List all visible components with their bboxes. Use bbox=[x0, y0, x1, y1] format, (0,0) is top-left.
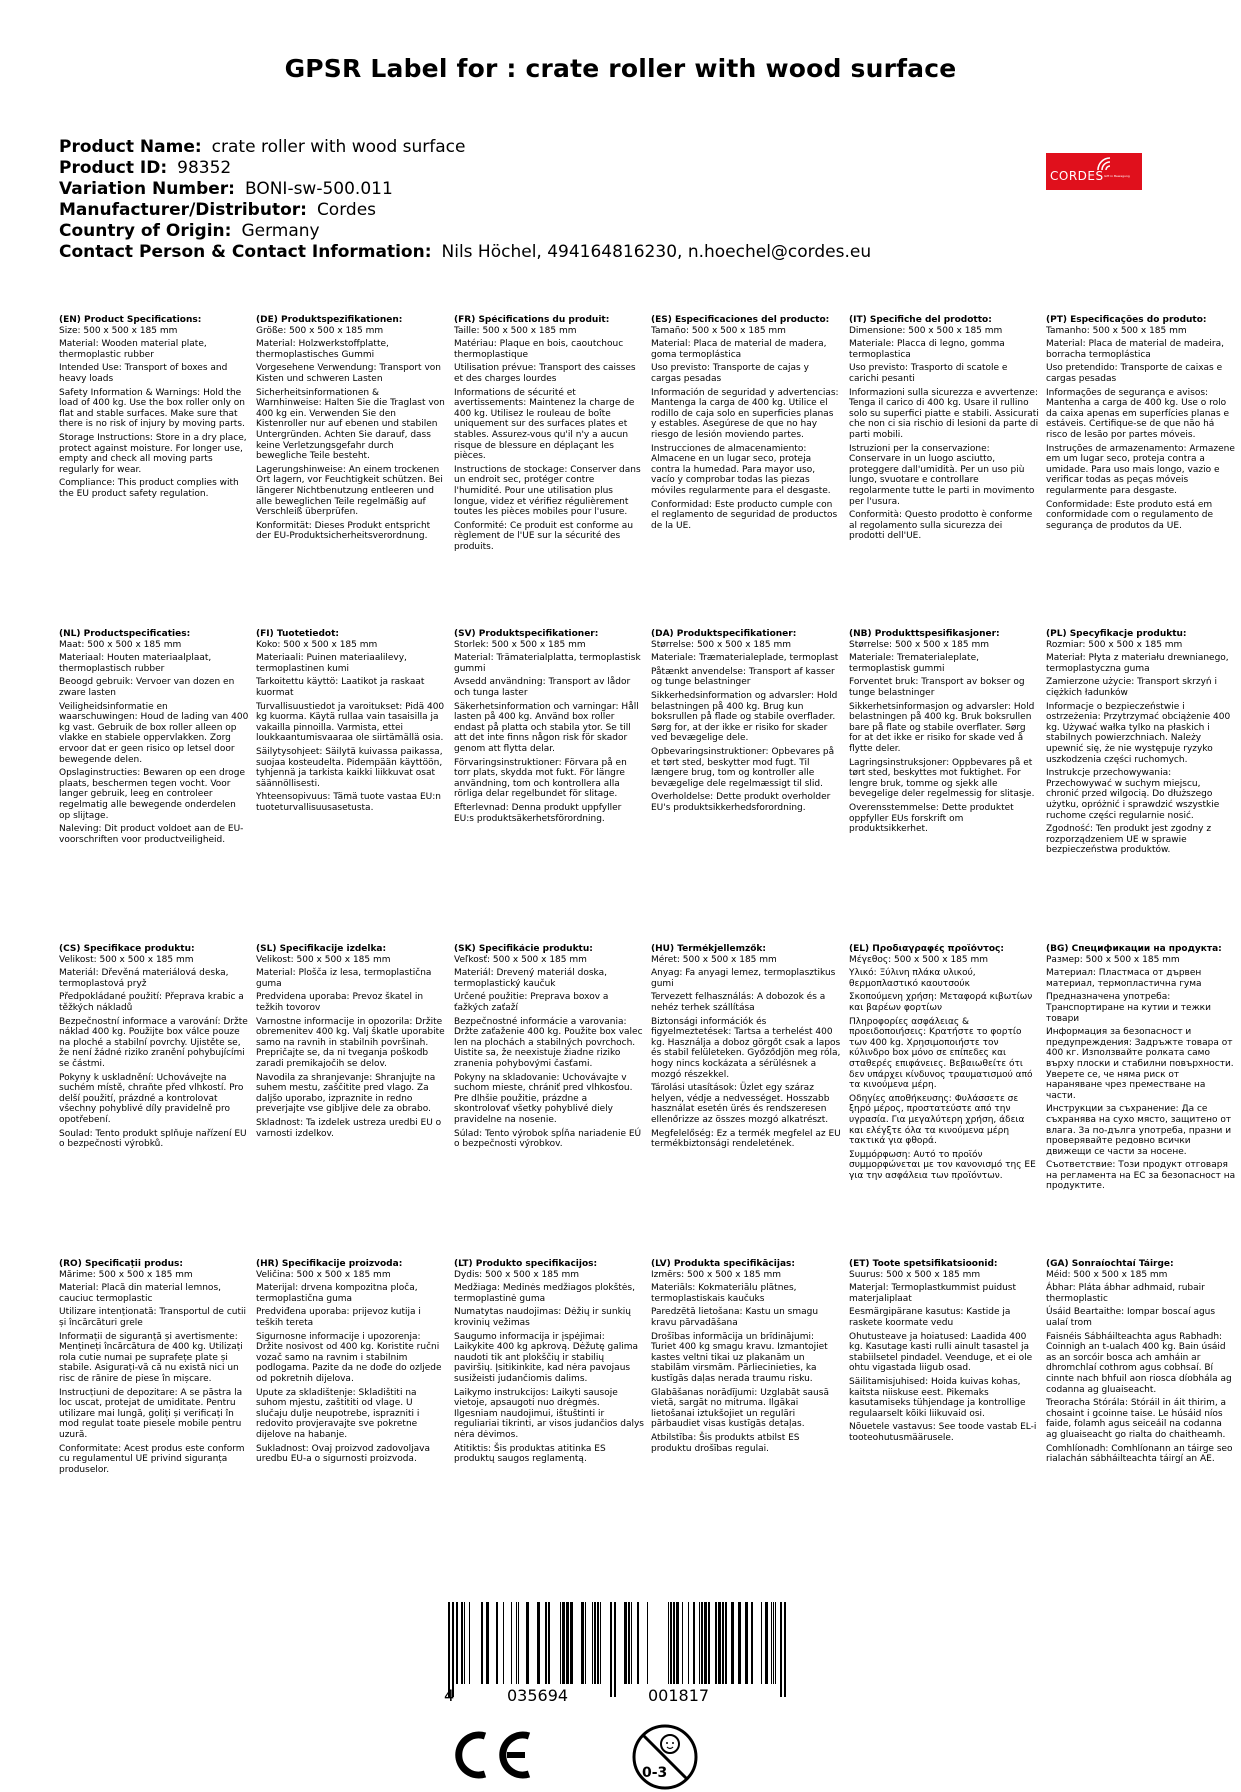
spec-line: Anyag: Fa anyagi lemez, termoplasztikus gumi bbox=[651, 968, 836, 989]
spec-line: Материал: Пластмаса от дървен материал, термопластична гума bbox=[1046, 968, 1202, 989]
info-product-name: Product Name: crate roller with wood surface bbox=[59, 137, 466, 157]
barcode-bar bbox=[701, 1602, 703, 1684]
barcode-bar bbox=[771, 1602, 772, 1684]
spec-line: Dimensione: 500 x 500 x 185 mm bbox=[849, 325, 1003, 336]
barcode-bar bbox=[581, 1602, 584, 1684]
barcode-bar bbox=[773, 1602, 774, 1684]
spec-line: Úsáid Beartaithe: Iompar boscaí agus ualaí trom bbox=[1046, 1307, 1216, 1328]
spec-block bbox=[256, 315, 446, 545]
spec-heading: (SL) Specifikacije izdelka: bbox=[256, 944, 387, 954]
spec-line: Размер: 500 x 500 x 185 mm bbox=[1046, 954, 1180, 965]
spec-block bbox=[1046, 315, 1236, 534]
spec-line: Material: Trämaterialplatta, termoplastisk gummi bbox=[454, 653, 641, 674]
spec-block bbox=[849, 944, 1039, 1184]
spec-line: Varnostne informacije in opozorila: Držite obremenitev 400 kg. Valj škatle uporabite samo na ravnih in stabilnih površinah. Prepričajte se, da ni tveganja poškodb zaradi premikajočih se delov. bbox=[256, 1016, 445, 1069]
barcode-digits-right: 001817 bbox=[648, 1686, 710, 1705]
spec-line: Uso previsto: Transporte de cajas y cargas pesadas bbox=[651, 363, 809, 384]
spec-line: Οδηγίες αποθήκευσης: Φυλάσσετε σε ξηρό μέρος, προστατεύστε από την υγρασία. Για μεγαλύτερη χρήση, άδεια και ελέγξτε όλα τα κινούμενα μέρη τακτικά για φθορά. bbox=[849, 1093, 1025, 1147]
barcode-bar bbox=[682, 1602, 683, 1684]
spec-heading: (NB) Produkttspesifikasjoner: bbox=[849, 629, 1000, 639]
spec-line: Sigurnosne informacije i upozorenja: Držite nosivost od 400 kg. Koristite ručni vozač samo na ravnim i stabilnim podlogama. Pazite da ne dođe do ozljede od pokretnih dijelova. bbox=[256, 1331, 442, 1384]
barcode-bar bbox=[516, 1602, 517, 1684]
barcode-bar bbox=[731, 1602, 734, 1684]
barcode-bar bbox=[668, 1602, 669, 1684]
spec-line: Veľkosť: 500 x 500 x 185 mm bbox=[454, 954, 587, 965]
spec-line: Méid: 500 x 500 x 185 mm bbox=[1046, 1269, 1168, 1280]
barcode-bar bbox=[628, 1602, 630, 1684]
barcode-bar bbox=[725, 1602, 727, 1684]
spec-line: Eesmärgipärane kasutus: Kastide ja raskete koormate vedu bbox=[849, 1307, 1011, 1328]
spec-line: Informazioni sulla sicurezza e avvertenze: Tenga il carico di 400 kg. Usare il rullino solo su superfici piatte e stabili. Assicurati che non ci sia rischio di lesioni da parte di parti mobili. bbox=[849, 387, 1039, 440]
barcode-bar bbox=[676, 1602, 679, 1684]
page-title: GPSR Label for : crate roller with wood surface bbox=[284, 54, 957, 83]
spec-block bbox=[59, 944, 249, 1153]
barcode-bar bbox=[570, 1602, 573, 1684]
spec-heading: (FI) Tuotetiedot: bbox=[256, 629, 340, 639]
spec-line: Numatytas naudojimas: Dėžių ir sunkių krovinių vežimas bbox=[454, 1307, 632, 1328]
barcode-bar bbox=[673, 1602, 675, 1684]
spec-line: Utilizare intenționată: Transportul de cutii și încărcături grele bbox=[59, 1307, 247, 1328]
spec-block bbox=[454, 629, 644, 827]
spec-heading: (ES) Especificaciones del producto: bbox=[651, 315, 830, 325]
spec-heading: (IT) Specifiche del prodotto: bbox=[849, 315, 992, 325]
barcode-guard-bar bbox=[448, 1602, 450, 1697]
spec-line: Materiale: Placca di legno, gomma termoplastica bbox=[849, 339, 1005, 360]
spec-line: Tervezett felhasználás: A dobozok és a nehéz terhek szállítása bbox=[651, 992, 826, 1013]
barcode-bar bbox=[469, 1602, 470, 1684]
barcode-bar bbox=[548, 1602, 550, 1684]
spec-line: Tamaño: 500 x 500 x 185 mm bbox=[651, 325, 786, 336]
spec-block bbox=[849, 629, 1039, 838]
barcode-bar bbox=[594, 1602, 596, 1684]
barcode-bar bbox=[647, 1602, 648, 1684]
barcode-bar bbox=[503, 1602, 504, 1684]
barcode-bar bbox=[775, 1602, 776, 1684]
spec-line: Conformidade: Este produto está em conformidade com o regulamento de segurança de produtos da UE. bbox=[1046, 499, 1214, 531]
spec-line: Soulad: Tento produkt splňuje nařízení EU o bezpečnosti výrobků. bbox=[59, 1128, 247, 1150]
spec-line: Storlek: 500 x 500 x 185 mm bbox=[454, 639, 586, 650]
spec-line: Lagringsinstruksjoner: Oppbevares på et tørt sted, beskyttes mot fuktighet. For lengre bruk, tomme og sjekk alle bevegelige deler regelmessig for slitasje. bbox=[849, 757, 1035, 800]
spec-line: Overensstemmelse: Dette produktet oppfyller EUs forskrift om produktsikkerhet. bbox=[849, 802, 1014, 835]
spec-line: Съответствие: Този продукт отговаря на регламента на ЕС за безопасност на продуктите. bbox=[1046, 1160, 1236, 1192]
barcode-bar bbox=[738, 1602, 741, 1684]
spec-line: Laikymo instrukcijos: Laikyti sausoje vietoje, apsaugoti nuo drėgmės. Ilgesniam naudojimui, ištuštinti ir reguliariai tikrinti, ar visos judančios dalys nėra dėvimos. bbox=[454, 1387, 644, 1440]
spec-heading: (HU) Termékjellemzők: bbox=[651, 944, 767, 954]
spec-line: Predvidena uporaba: Prevoz škatel in težkih tovorov bbox=[256, 992, 424, 1013]
spec-line: Sikkerhedsinformation og advarsler: Hold belastningen på 400 kg. Brug kun boksrullen på flade og stabile overflader. Sørg for, at der ikke er risiko for skader ved bevægelige dele. bbox=[651, 690, 838, 744]
spec-line: Materiāls: Kokmateriālu plātnes, termoplastiskais kaučuks bbox=[651, 1283, 797, 1304]
spec-heading: (ET) Toote spetsifikatsioonid: bbox=[849, 1259, 998, 1269]
spec-line: Zgodność: Ten produkt jest zgodny z rozporządzeniem UE w sprawie bezpieczeństwa produktów. bbox=[1046, 824, 1212, 856]
spec-line: Uso previsto: Trasporto di scatole e carichi pesanti bbox=[849, 363, 1008, 384]
spec-line: Veiligheidsinformatie en waarschuwingen: Houd de lading van 400 kg vast. Gebruik de box roller alleen op vlakke en stabiele oppervlakken. Zorg ervoor dat er geen risico op letsel door bewegende delen. bbox=[59, 701, 249, 765]
spec-line: Dydis: 500 x 500 x 185 mm bbox=[454, 1269, 580, 1280]
spec-line: Velikost: 500 x 500 x 185 mm bbox=[256, 954, 391, 965]
spec-line: Materijal: drvena kompozitna ploča, termoplastična guma bbox=[256, 1283, 418, 1304]
spec-line: Turvallisuustiedot ja varoitukset: Pidä 400 kg kuorma. Käytä rullaa vain tasaisilla ja vakailla pinnoilla. Varmista, ettei loukkaantumisvaaraa ole siirtämällä osia. bbox=[256, 701, 445, 744]
spec-block bbox=[454, 315, 644, 555]
spec-line: Atitiktis: Šis produktas atitinka ES produktų saugos reglamentą. bbox=[454, 1443, 606, 1465]
spec-block bbox=[454, 944, 644, 1153]
spec-line: Taille: 500 x 500 x 185 mm bbox=[454, 325, 577, 336]
spec-line: Conformità: Questo prodotto è conforme al regolamento sulla sicurezza dei prodotti dell'UE. bbox=[849, 510, 1033, 542]
spec-line: Instrucciones de almacenamiento: Almacene en un lugar seco, proteja contra la humedad. Para mayor uso, vacío y comprobar todas las piezas móviles regularmente para el desgaste. bbox=[651, 443, 831, 496]
spec-line: Mărime: 500 x 500 x 185 mm bbox=[59, 1269, 193, 1280]
spec-heading: (SK) Špecifikácie produktu: bbox=[454, 944, 593, 954]
spec-line: Utilisation prévue: Transport des caisses et des charges lourdes bbox=[454, 363, 636, 384]
spec-line: Glabāšanas norādījumi: Uzglabāt sausā vietā, sargāt no mitruma. Ilgākai lietošanai iztukšojiet un regulāri pārbaudiet visas kustīgās detaļas. bbox=[651, 1387, 829, 1430]
svg-text:CE: CE bbox=[455, 1730, 457, 1731]
barcode-guard-bar bbox=[780, 1602, 782, 1697]
spec-line: Lagerungshinweise: An einem trockenen Ort lagern, vor Feuchtigkeit schützen. Bei längerer Nichtbenutzung entleeren und alle beweglichen Teile regelmäßig auf Verschleiß überprüfen. bbox=[256, 464, 443, 518]
spec-block bbox=[651, 1259, 841, 1457]
spec-line: Materjal: Termoplastkummist puidust materjaliplaat bbox=[849, 1283, 1017, 1304]
barcode-bar bbox=[751, 1602, 753, 1684]
spec-block bbox=[651, 315, 841, 534]
info-manufacturer: Manufacturer/Distributor: Cordes bbox=[59, 200, 377, 220]
spec-line: Opbevaringsinstruktioner: Opbevares på et tørt sted, beskytter mod fugt. Til længere brug, tom og kontroller alle bevægelige dele regelmæssigt til slid. bbox=[651, 746, 835, 789]
info-product-id: Product ID: 98352 bbox=[59, 158, 232, 178]
spec-line: Efterlevnad: Denna produkt uppfyller EU:s produktsäkerhetsförordning. bbox=[454, 802, 622, 824]
spec-line: Izmērs: 500 x 500 x 185 mm bbox=[651, 1269, 781, 1280]
barcode-bar bbox=[637, 1602, 639, 1684]
spec-line: Instrucțiuni de depozitare: A se păstra la loc uscat, protejat de umiditate. Pentru utilizare mai lungă, goliți și verificați în mod regulat toate piesele mobile pentru uzură. bbox=[59, 1387, 243, 1440]
spec-line: Säilytysohjeet: Säilytä kuivassa paikassa, suojaa kosteudelta. Pidempään käyttöön, tyhjennä ja tarkista kaikki liikkuvat osat säännöllisesti. bbox=[256, 746, 443, 789]
spec-heading: (DA) Produktspecifikationer: bbox=[651, 629, 797, 639]
spec-heading: (DE) Produktspezifikationen: bbox=[256, 315, 403, 325]
spec-heading: (PT) Especificações do produto: bbox=[1046, 315, 1207, 325]
spec-line: Förvaringsinstruktioner: Förvara på en torr plats, skydda mot fukt. För längre användning, tom och kontrollera alla rörliga delar regelbundet för slitage. bbox=[454, 757, 627, 800]
spec-line: Πληροφορίες ασφάλειας & προειδοποιήσεις: Κρατήστε το φορτίο των 400 kg. Χρησιμοποιήστε τον κύλινδρο box μόνο σε επίπεδες και σταθερές επιφάνειες. Βεβαιωθείτε ότι δεν υπάρχει κίνδυνος τραυματισμού από τα κινούμενα μέρη. bbox=[849, 1016, 1033, 1091]
spec-line: Předpokládané použití: Přeprava krabic a těžkých nákladů bbox=[59, 992, 244, 1013]
spec-line: Compliance: This product complies with the EU product safety regulation. bbox=[59, 478, 239, 499]
spec-line: Συμμόρφωση: Αυτό το προϊόν συμμορφώνεται με τον κανονισμό της ΕΕ για την ασφάλεια των προϊόντων. bbox=[849, 1149, 1036, 1181]
barcode-bar bbox=[761, 1602, 762, 1684]
spec-heading: (FR) Spécifications du produit: bbox=[454, 315, 610, 325]
spec-block bbox=[454, 1259, 644, 1468]
spec-line: Material: Holzwerkstoffplatte, thermoplastisches Gummi bbox=[256, 339, 389, 360]
spec-line: Forventet bruk: Transport av bokser og tunge belastninger bbox=[849, 677, 1025, 698]
spec-line: Säkerhetsinformation och varningar: Håll lasten på 400 kg. Använd box roller endast på platta och stabila ytor. Se till att det inte finns någon risk för skador genom att flytta delar. bbox=[454, 701, 639, 754]
barcode-bar bbox=[688, 1602, 689, 1684]
spec-line: Saugumo informacija ir įspėjimai: Laikykite 400 kg apkrovą. Dėžutę galima naudoti tik ant plokščių ir stabilių paviršių. Įsitikinkite, kad nėra pavojaus susižeisti judančiomis dalims. bbox=[454, 1331, 639, 1384]
spec-heading: (CS) Specifikace produktu: bbox=[59, 944, 195, 954]
spec-line: Säilitamisjuhised: Hoida kuivas kohas, kaitsta niiskuse eest. Pikemaks kasutamiseks tühjendage ja kontrollige regulaarselt kõiki liikuvaid osi. bbox=[849, 1376, 1026, 1419]
spec-line: Informacje o bezpieczeństwie i ostrzeżenia: Przytrzymać obciążenie 400 kg. Używać wałka tylko na płaskich i stabilnych powierzchniach. Należy upewnić się, że nie występuje ryzyko uszkodzenia części ruchomych. bbox=[1046, 701, 1231, 765]
barcode-bar bbox=[745, 1602, 748, 1684]
barcode-bar bbox=[670, 1602, 672, 1684]
spec-line: Bezpečnostní informace a varování: Držte náklad 400 kg. Použijte box válce pouze na ploché a stabilní povrchy. Ujistěte se, že není žádné riziko zranění pohybujícími se částmi. bbox=[59, 1016, 248, 1069]
spec-line: Ohutusteave ja hoiatused: Laadida 400 kg. Kasutage kasti rulli ainult tasastel ja stabiilsetel pindadel. Veenduge, et ei ole ohtu vigastada liigub osad. bbox=[849, 1331, 1033, 1374]
spec-line: Rozmiar: 500 x 500 x 185 mm bbox=[1046, 639, 1183, 650]
barcode-bar bbox=[631, 1602, 632, 1684]
spec-heading: (NL) Productspecificaties: bbox=[59, 629, 191, 639]
spec-line: Suurus: 500 x 500 x 185 mm bbox=[849, 1269, 981, 1280]
spec-line: Инструкции за съхранение: Да се съхранява на сухо място, защитено от влага. За по-дълга употреба, празни и проверявайте редовно всички движещи се части за носене. bbox=[1046, 1104, 1232, 1157]
spec-line: Instructions de stockage: Conserver dans un endroit sec, protéger contre l'humidité. Pour une utilisation plus longue, videz et vérifiez régulièrement toutes les pièces mobiles pour l'usure. bbox=[454, 464, 641, 518]
barcode-bar bbox=[537, 1602, 540, 1684]
spec-line: Overholdelse: Dette produkt overholder EU's produktsikkerhedsforordning. bbox=[651, 792, 831, 813]
spec-line: Μέγεθος: 500 x 500 x 185 mm bbox=[849, 954, 989, 965]
spec-block bbox=[651, 944, 841, 1153]
spec-line: Drošības informācija un brīdinājumi: Turiet 400 kg smagu kravu. Izmantojiet kastes veltni tikai uz plakanām un stabilām virsmām. Pārliecinieties, ka kustīgās daļas nerada traumu risku. bbox=[651, 1331, 828, 1384]
spec-line: Naleving: Dit product voldoet aan de EU-voorschriften voor productveiligheid. bbox=[59, 824, 244, 845]
barcode-bar bbox=[461, 1602, 463, 1684]
spec-line: Koko: 500 x 500 x 185 mm bbox=[256, 639, 378, 650]
spec-line: Comhlíonadh: Comhlíonann an táirge seo rialachán sábháilteachta táirgí an AE. bbox=[1046, 1443, 1233, 1465]
cordes-logo bbox=[1046, 153, 1142, 190]
spec-block bbox=[1046, 944, 1236, 1195]
barcode-bar bbox=[481, 1602, 483, 1684]
spec-line: Beoogd gebruik: Vervoer van dozen en zware lasten bbox=[59, 677, 235, 698]
spec-line: Istruzioni per la conservazione: Conservare in un luogo asciutto, proteggere dall'umidità. Per un uso più lungo, svuotare e controllare regolarmente tutte le parti in movimento per l'usura. bbox=[849, 443, 1035, 507]
spec-line: Material: Placa de material de madera, goma termoplástica bbox=[651, 339, 827, 360]
spec-line: Material: Plošča iz lesa, termoplastična guma bbox=[256, 968, 432, 989]
spec-block bbox=[59, 315, 249, 503]
spec-line: Veličina: 500 x 500 x 185 mm bbox=[256, 1269, 391, 1280]
age-warning-icon bbox=[630, 1722, 700, 1792]
spec-line: Megfelelőség: Ez a termék megfelel az EU termékbiztonsági rendeletének. bbox=[651, 1128, 841, 1150]
spec-line: Υλικό: Ξύλινη πλάκα υλικού, θερμοπλαστικό καουτσούκ bbox=[849, 968, 976, 989]
barcode-bar bbox=[486, 1602, 489, 1684]
age-warning-label: 0-3 bbox=[642, 1765, 668, 1781]
barcode-bar bbox=[496, 1602, 498, 1684]
barcode-bar bbox=[600, 1602, 601, 1684]
spec-block bbox=[1046, 1259, 1236, 1468]
spec-heading: (RO) Specificații produs: bbox=[59, 1259, 183, 1269]
spec-heading: (GA) Sonraíochtaí Táirge: bbox=[1046, 1259, 1174, 1269]
barcode-guard-bar bbox=[610, 1602, 612, 1697]
spec-line: Pokyny na skladovanie: Uchovávajte v suchom mieste, chrániť pred vlhkosťou. Pre dlhšie použitie, prázdne a skontrolovať všetky pohyblivé diely pravidelne na nosenie. bbox=[454, 1072, 633, 1125]
spec-line: Instrukcje przechowywania: Przechowywać w suchym miejscu, chronić przed wilgocią. Do dłuższego użytku, opróżnić i sprawdzić wszystkie ruchome części regularnie nosić. bbox=[1046, 768, 1220, 821]
spec-line: Informații de siguranță și avertismente: Mențineți încărcătura de 400 kg. Utilizați rola cutie numai pe suprafețe plate și stabile. Asigurați-vă că nu există nici un risc de rănire de piese în mișcare. bbox=[59, 1331, 243, 1384]
logo-tagline: Gift in Bewegung bbox=[1104, 174, 1130, 178]
spec-line: Skladnost: Ta izdelek ustreza uredbi EU o varnosti izdelkov. bbox=[256, 1117, 442, 1139]
spec-block bbox=[849, 1259, 1039, 1447]
spec-line: Intended Use: Transport of boxes and heavy loads bbox=[59, 363, 228, 384]
spec-line: Material: Wooden material plate, thermoplastic rubber bbox=[59, 339, 207, 360]
spec-line: Informações de segurança e avisos: Mantenha a carga de 400 kg. Use o rolo da caixa apenas em superfícies planas e estáveis. Certifique-se de que não há risco de lesão por partes móveis. bbox=[1046, 387, 1230, 440]
spec-line: Navodila za shranjevanje: Shranjujte na suhem mestu, zaščitite pred vlago. Za daljšo uporabo, izpraznite in redno preverjajte vse gibljive dele za obrabo. bbox=[256, 1072, 436, 1115]
spec-line: Σκοπούμενη χρήση: Μεταφορά κιβωτίων και βαρέων φορτίων bbox=[849, 992, 1033, 1013]
spec-line: Sukladnost: Ovaj proizvod zadovoljava uredbu EU-a o sigurnosti proizvoda. bbox=[256, 1443, 430, 1465]
barcode bbox=[438, 1602, 792, 1697]
spec-heading: (LT) Produkto specifikacijos: bbox=[454, 1259, 598, 1269]
spec-line: Sicherheitsinformationen & Warnhinweise: Halten Sie die Traglast von 400 kg ein. Verwenden Sie den Kistenroller nur auf ebenen und stabilen Untergründen. Achten Sie darauf, dass keine Verletzungsgefahr durch bewegliche Teile besteht. bbox=[256, 387, 445, 462]
spec-line: Påtænkt anvendelse: Transport af kasser og tunge belastninger bbox=[651, 666, 835, 688]
spec-line: Vorgesehene Verwendung: Transport von Kisten und schweren Lasten bbox=[256, 363, 441, 384]
spec-block bbox=[256, 944, 446, 1142]
spec-line: Información de seguridad y advertencias: Mantenga la carga de 400 kg. Utilice el rodillo de caja solo en superficies planas y estables. Asegúrese de que no hay riesgo de lesión moviendo partes. bbox=[651, 387, 839, 440]
spec-line: Tamanho: 500 x 500 x 185 mm bbox=[1046, 325, 1187, 336]
spec-line: Avsedd användning: Transport av lådor och tunga laster bbox=[454, 677, 631, 698]
spec-line: Informations de sécurité et avertissements: Maintenez la charge de 400 kg. Utilisez le rouleau de boîte uniquement sur des surfaces plates et stables. Assurez-vous qu'il n'y a aucun risque de blessure en déplaçant les pièces. bbox=[454, 387, 635, 462]
barcode-bar bbox=[722, 1602, 724, 1684]
barcode-bar bbox=[526, 1602, 529, 1684]
spec-block bbox=[256, 629, 446, 817]
spec-line: Nõuetele vastavus: See toode vastab EL-i tooteohutusmäärusele. bbox=[849, 1422, 1037, 1443]
spec-line: Material: Placa de material de madeira, borracha termoplástica bbox=[1046, 339, 1224, 360]
spec-line: Bezpečnostné informácie a varovania: Držte zaťaženie 400 kg. Použite box valec len na plochách a stabilných povrchoch. Uistite sa, že neexistuje žiadne riziko zranenia pohybovými časťami. bbox=[454, 1016, 643, 1069]
spec-line: Materiál: Dřevěná materiálová deska, termoplastová pryž bbox=[59, 968, 229, 989]
spec-line: Opslaginstructies: Bewaren op een droge plaats, beschermen tegen vocht. Voor langer gebruik, leeg en controleer regelmatig alle bewegende onderdelen op slijtage. bbox=[59, 768, 246, 821]
barcode-bar bbox=[562, 1602, 565, 1684]
spec-line: Maat: 500 x 500 x 185 mm bbox=[59, 639, 182, 650]
spec-block bbox=[256, 1259, 446, 1468]
spec-line: Méret: 500 x 500 x 185 mm bbox=[651, 954, 777, 965]
spec-line: Sikkerhetsinformasjon og advarsler: Hold belastningen på 400 kg. Bruk boksrullen bare på flate og stabile overflater. Sørg for at det ikke er risiko for skade ved å flytte deler. bbox=[849, 701, 1035, 754]
info-variation-number: Variation Number: BONI-sw-500.011 bbox=[59, 179, 393, 199]
spec-line: Atbilstība: Šis produkts atbilst ES produktu drošības regulai. bbox=[651, 1432, 800, 1454]
barcode-bar bbox=[511, 1602, 512, 1684]
spec-heading: (BG) Спецификации на продукта: bbox=[1046, 944, 1222, 954]
spec-block bbox=[1046, 629, 1236, 859]
spec-line: Medžiaga: Medinės medžiagos plokštės, termoplastinė guma bbox=[454, 1283, 635, 1304]
ce-mark-icon bbox=[455, 1730, 535, 1780]
barcode-digit-first: 4 bbox=[444, 1686, 455, 1705]
spec-line: Pokyny k uskladnění: Uchovávejte na suchém místě, chraňte před vlhkostí. Pro delší použití, prázdné a kontrolovat všechny pohyblivé díly pravidelně pro opotřebení. bbox=[59, 1072, 244, 1125]
spec-line: Tárolási utasítások: Üzlet egy száraz helyen, védje a nedvességet. Hosszabb használat esetén ürés és rendszeresen ellenőrizze az összes mozgó alkatrészt. bbox=[651, 1083, 830, 1125]
spec-line: Materiale: Trematerialeplate, termoplastisk gummi bbox=[849, 653, 979, 674]
spec-line: Instruções de armazenamento: Armazene em um lugar seco, proteja contra a umidade. Para uso mais longo, vazio e verificar todas as peças móveis regularmente para desgaste. bbox=[1046, 443, 1235, 496]
barcode-bar bbox=[718, 1602, 721, 1684]
barcode-bar bbox=[708, 1602, 710, 1684]
spec-heading: (EL) Προδιαγραφές προϊόντος: bbox=[849, 944, 1004, 954]
spec-block bbox=[59, 629, 249, 848]
spec-line: Conformité: Ce produit est conforme au règlement de l'UE sur la sécurité des produits. bbox=[454, 520, 634, 552]
spec-line: Konformität: Dieses Produkt entspricht der EU-Produktsicherheitsverordnung. bbox=[256, 520, 431, 542]
spec-line: Paredzētā lietošana: Kastu un smagu kravu pārvadāšana bbox=[651, 1307, 819, 1328]
spec-block bbox=[849, 315, 1039, 545]
spec-line: Safety Information & Warnings: Hold the load of 400 kg. Use the box roller only on flat and stable surfaces. Make sure that there is no risk of injury by moving parts. bbox=[59, 387, 245, 430]
logo-name: CORDES bbox=[1050, 169, 1104, 183]
spec-line: Predviđena uporaba: prijevoz kutija i teških tereta bbox=[256, 1307, 421, 1328]
spec-block bbox=[651, 629, 841, 817]
spec-heading: (LV) Produkta specifikācijas: bbox=[651, 1259, 795, 1269]
spec-line: Treoracha Stórála: Stóráil in áit thirim, a chosaint i gcoinne taise. Le húsáid níos faide, folamh agus seiceáil na codanna ag gluaiseacht go rialta do chaitheamh. bbox=[1046, 1398, 1227, 1440]
barcode-guard-bar bbox=[784, 1602, 786, 1697]
spec-heading: (PL) Specyfikacje produktu: bbox=[1046, 629, 1187, 639]
product-info bbox=[59, 137, 871, 263]
barcode-bar bbox=[518, 1602, 519, 1684]
spec-line: Conformidad: Este producto cumple con el reglamento de seguridad de productos de la UE. bbox=[651, 499, 838, 531]
spec-line: Zamierzone użycie: Transport skrzyń i ciężkich ładunków bbox=[1046, 677, 1217, 698]
barcode-bar bbox=[566, 1602, 569, 1684]
spec-line: Size: 500 x 500 x 185 mm bbox=[59, 325, 178, 336]
barcode-bar bbox=[545, 1602, 547, 1684]
barcode-bar bbox=[585, 1602, 586, 1684]
spec-line: Biztonsági információk és figyelmeztetések: Tartsa a terhelést 400 kg. Használja a doboz görgőt csak a lapos és stabil felületeken. Győződjön meg róla, hogy nincs kockázata a sérülésnek a mozgó részekkel. bbox=[651, 1016, 841, 1080]
spec-line: Størrelse: 500 x 500 x 185 mm bbox=[849, 639, 989, 650]
spec-line: Material: Placă din material lemnos, cauciuc termoplastic bbox=[59, 1283, 221, 1304]
spec-line: Materiał: Płyta z materiału drewnianego, termoplastyczna guma bbox=[1046, 653, 1229, 674]
barcode-digits-left: 035694 bbox=[507, 1686, 569, 1705]
barcode-bar bbox=[693, 1602, 695, 1684]
spec-line: Materiaali: Puinen materiaalilevy, termoplastinen kumi bbox=[256, 653, 407, 674]
barcode-bar bbox=[699, 1602, 700, 1684]
spec-line: Storage Instructions: Store in a dry place, protect against moisture. For longer use, empty and check all moving parts regularly for wear. bbox=[59, 432, 247, 475]
spec-line: Materiaal: Houten materiaalplaat, thermoplastisch rubber bbox=[59, 653, 212, 674]
barcode-bar bbox=[715, 1602, 717, 1684]
barcode-bar bbox=[560, 1602, 561, 1684]
spec-line: Súlad: Tento výrobok spĺňa nariadenie EÚ o bezpečnosti výrobkov. bbox=[454, 1128, 642, 1150]
spec-line: Conformitate: Acest produs este conform cu regulamentul UE privind siguranța produselor. bbox=[59, 1443, 245, 1475]
spec-line: Uso pretendido: Transporte de caixas e cargas pesadas bbox=[1046, 363, 1223, 384]
barcode-bar bbox=[765, 1602, 768, 1684]
spec-line: Upute za skladištenje: Skladištiti na suhom mjestu, zaštititi od vlage. U slučaju dulje neupotrebe, isprazniti i redovito provjeravajte sve pokretne dijelove na habanje. bbox=[256, 1387, 420, 1440]
spec-line: Größe: 500 x 500 x 185 mm bbox=[256, 325, 384, 336]
barcode-bar bbox=[704, 1602, 707, 1684]
barcode-guard-bar bbox=[614, 1602, 616, 1697]
barcode-bar bbox=[464, 1602, 465, 1684]
spec-heading: (SV) Produktspecifikationer: bbox=[454, 629, 599, 639]
spec-line: Materiale: Træmaterialeplade, termoplast bbox=[651, 653, 839, 664]
spec-line: Faisnéis Sábháilteachta agus Rabhadh: Coinnigh an t-ualach 400 kg. Bain úsáid as an sorcóir bosca ach amháin ar dhromchlaí cothrom agus cobhsaí. Bí cinnte nach bhfuil aon riosca díobhála ag codanna ag gluaiseacht. bbox=[1046, 1331, 1232, 1395]
barcode-bar bbox=[456, 1602, 458, 1684]
barcode-bar bbox=[597, 1602, 599, 1684]
barcode-guard-bar bbox=[452, 1602, 454, 1697]
barcode-bar bbox=[592, 1602, 593, 1684]
spec-line: Yhteensopivuus: Tämä tuote vastaa EU:n tuoteturvallisuusasetusta. bbox=[256, 792, 441, 813]
spec-line: Matériau: Plaque en bois, caoutchouc thermoplastique bbox=[454, 339, 624, 360]
info-contact: Contact Person & Contact Information: Nils Höchel, 494164816230, n.hoechel@cordes.eu bbox=[59, 242, 872, 262]
spec-block bbox=[59, 1259, 249, 1478]
spec-heading: (EN) Product Specifications: bbox=[59, 315, 202, 325]
spec-line: Materiál: Drevený materiál doska, termoplastický kaučuk bbox=[454, 968, 607, 989]
spec-line: Ábhar: Pláta ábhar adhmaid, rubair thermoplastic bbox=[1046, 1283, 1205, 1304]
spec-line: Velikost: 500 x 500 x 185 mm bbox=[59, 954, 194, 965]
spec-line: Størrelse: 500 x 500 x 185 mm bbox=[651, 639, 791, 650]
spec-line: Информация за безопасност и предупреждения: Задръжте товара от 400 кг. Използвайте ролката само върху плоски и стабилни повърхности. Уверете се, че няма риск от нараняване чрез преместване на части. bbox=[1046, 1027, 1234, 1101]
spec-line: Určené použitie: Preprava boxov a ťažkých zaťaží bbox=[454, 992, 609, 1013]
info-country-of-origin: Country of Origin: Germany bbox=[59, 221, 320, 241]
spec-line: Предназначена употреба: Транспортиране на кутии и тежки товари bbox=[1046, 992, 1211, 1024]
spec-line: Tarkoitettu käyttö: Laatikot ja raskaat kuormat bbox=[256, 677, 425, 698]
spec-heading: (HR) Specifikacije proizvoda: bbox=[256, 1259, 403, 1269]
barcode-bar bbox=[624, 1602, 627, 1684]
